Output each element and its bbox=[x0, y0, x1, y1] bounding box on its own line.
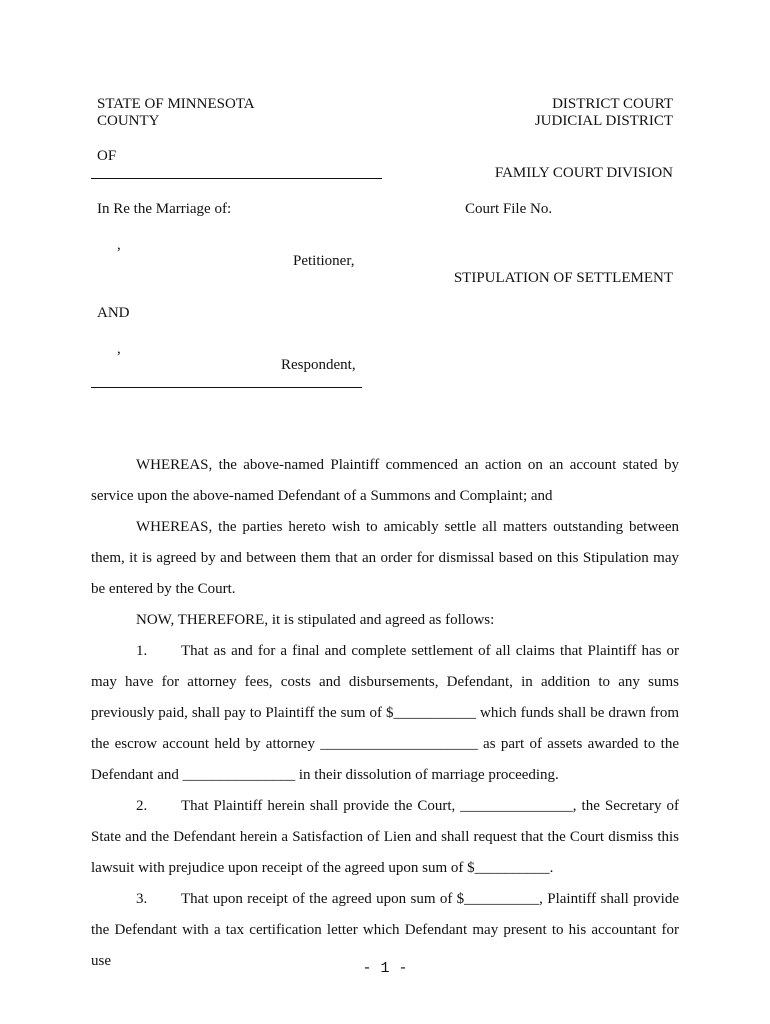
now-therefore-paragraph: NOW, THEREFORE, it is stipulated and agreed as follows: bbox=[136, 612, 495, 628]
item-text: That Plaintiff herein shall provide the Court, _______________, the Secretary of State and the Defendant herein a Satisfaction of Lien and shall request that the Court dismiss this lawsuit with prejudice upon receipt of the agreed upon sum of $__________. bbox=[91, 798, 679, 876]
petitioner-label: Petitioner, bbox=[293, 253, 355, 269]
respondent-name-comma: , bbox=[117, 341, 121, 357]
item-number: 2. bbox=[136, 798, 148, 814]
caption-rule-top bbox=[91, 178, 382, 179]
stipulation-body bbox=[91, 450, 679, 977]
item-text: That upon receipt of the agreed upon sum of $__________, Plaintiff shall provide the Defendant with a tax certification letter which Defendant may present to his accountant for use bbox=[91, 891, 679, 969]
division-heading: FAMILY COURT DIVISION bbox=[494, 165, 673, 181]
of-label: OF bbox=[97, 148, 117, 164]
county-heading: COUNTY bbox=[97, 113, 160, 129]
petitioner-name-comma: , bbox=[117, 237, 121, 253]
numbered-item bbox=[91, 636, 679, 791]
document-title: STIPULATION OF SETTLEMENT bbox=[453, 270, 673, 286]
court-file-label: Court File No. bbox=[465, 201, 553, 217]
in-re-label: In Re the Marriage of: bbox=[97, 201, 232, 217]
district-heading: JUDICIAL DISTRICT bbox=[534, 113, 673, 129]
item-number: 1. bbox=[136, 643, 148, 659]
caption-rule-bottom bbox=[91, 387, 362, 388]
respondent-label: Respondent, bbox=[281, 357, 356, 373]
page-number: - 1 - bbox=[362, 960, 408, 977]
and-label: AND bbox=[97, 305, 130, 321]
state-heading: STATE OF MINNESOTA bbox=[97, 96, 255, 112]
numbered-item bbox=[91, 791, 679, 884]
court-heading: DISTRICT COURT bbox=[552, 96, 673, 112]
item-number: 3. bbox=[136, 891, 148, 907]
whereas-paragraph-1: WHEREAS, the above-named Plaintiff commenced an action on an account stated by service upon the above-named Defendant of a Summons and Complaint; and bbox=[91, 457, 679, 504]
whereas-paragraph-2: WHEREAS, the parties hereto wish to amicably settle all matters outstanding between them, it is agreed by and between them that an order for dismissal based on this Stipulation may be entered by the Court. bbox=[91, 519, 679, 597]
item-text: That as and for a final and complete settlement of all claims that Plaintiff has or may have for attorney fees, costs and disbursements, Defendant, in addition to any sums previously paid, shall pay to Plaintiff the sum of $___________ which funds shall be drawn from the escrow account held by attorney _____________________ as part of assets awarded to the Defendant and _______________ in their dissolution of marriage proceeding. bbox=[91, 643, 679, 783]
